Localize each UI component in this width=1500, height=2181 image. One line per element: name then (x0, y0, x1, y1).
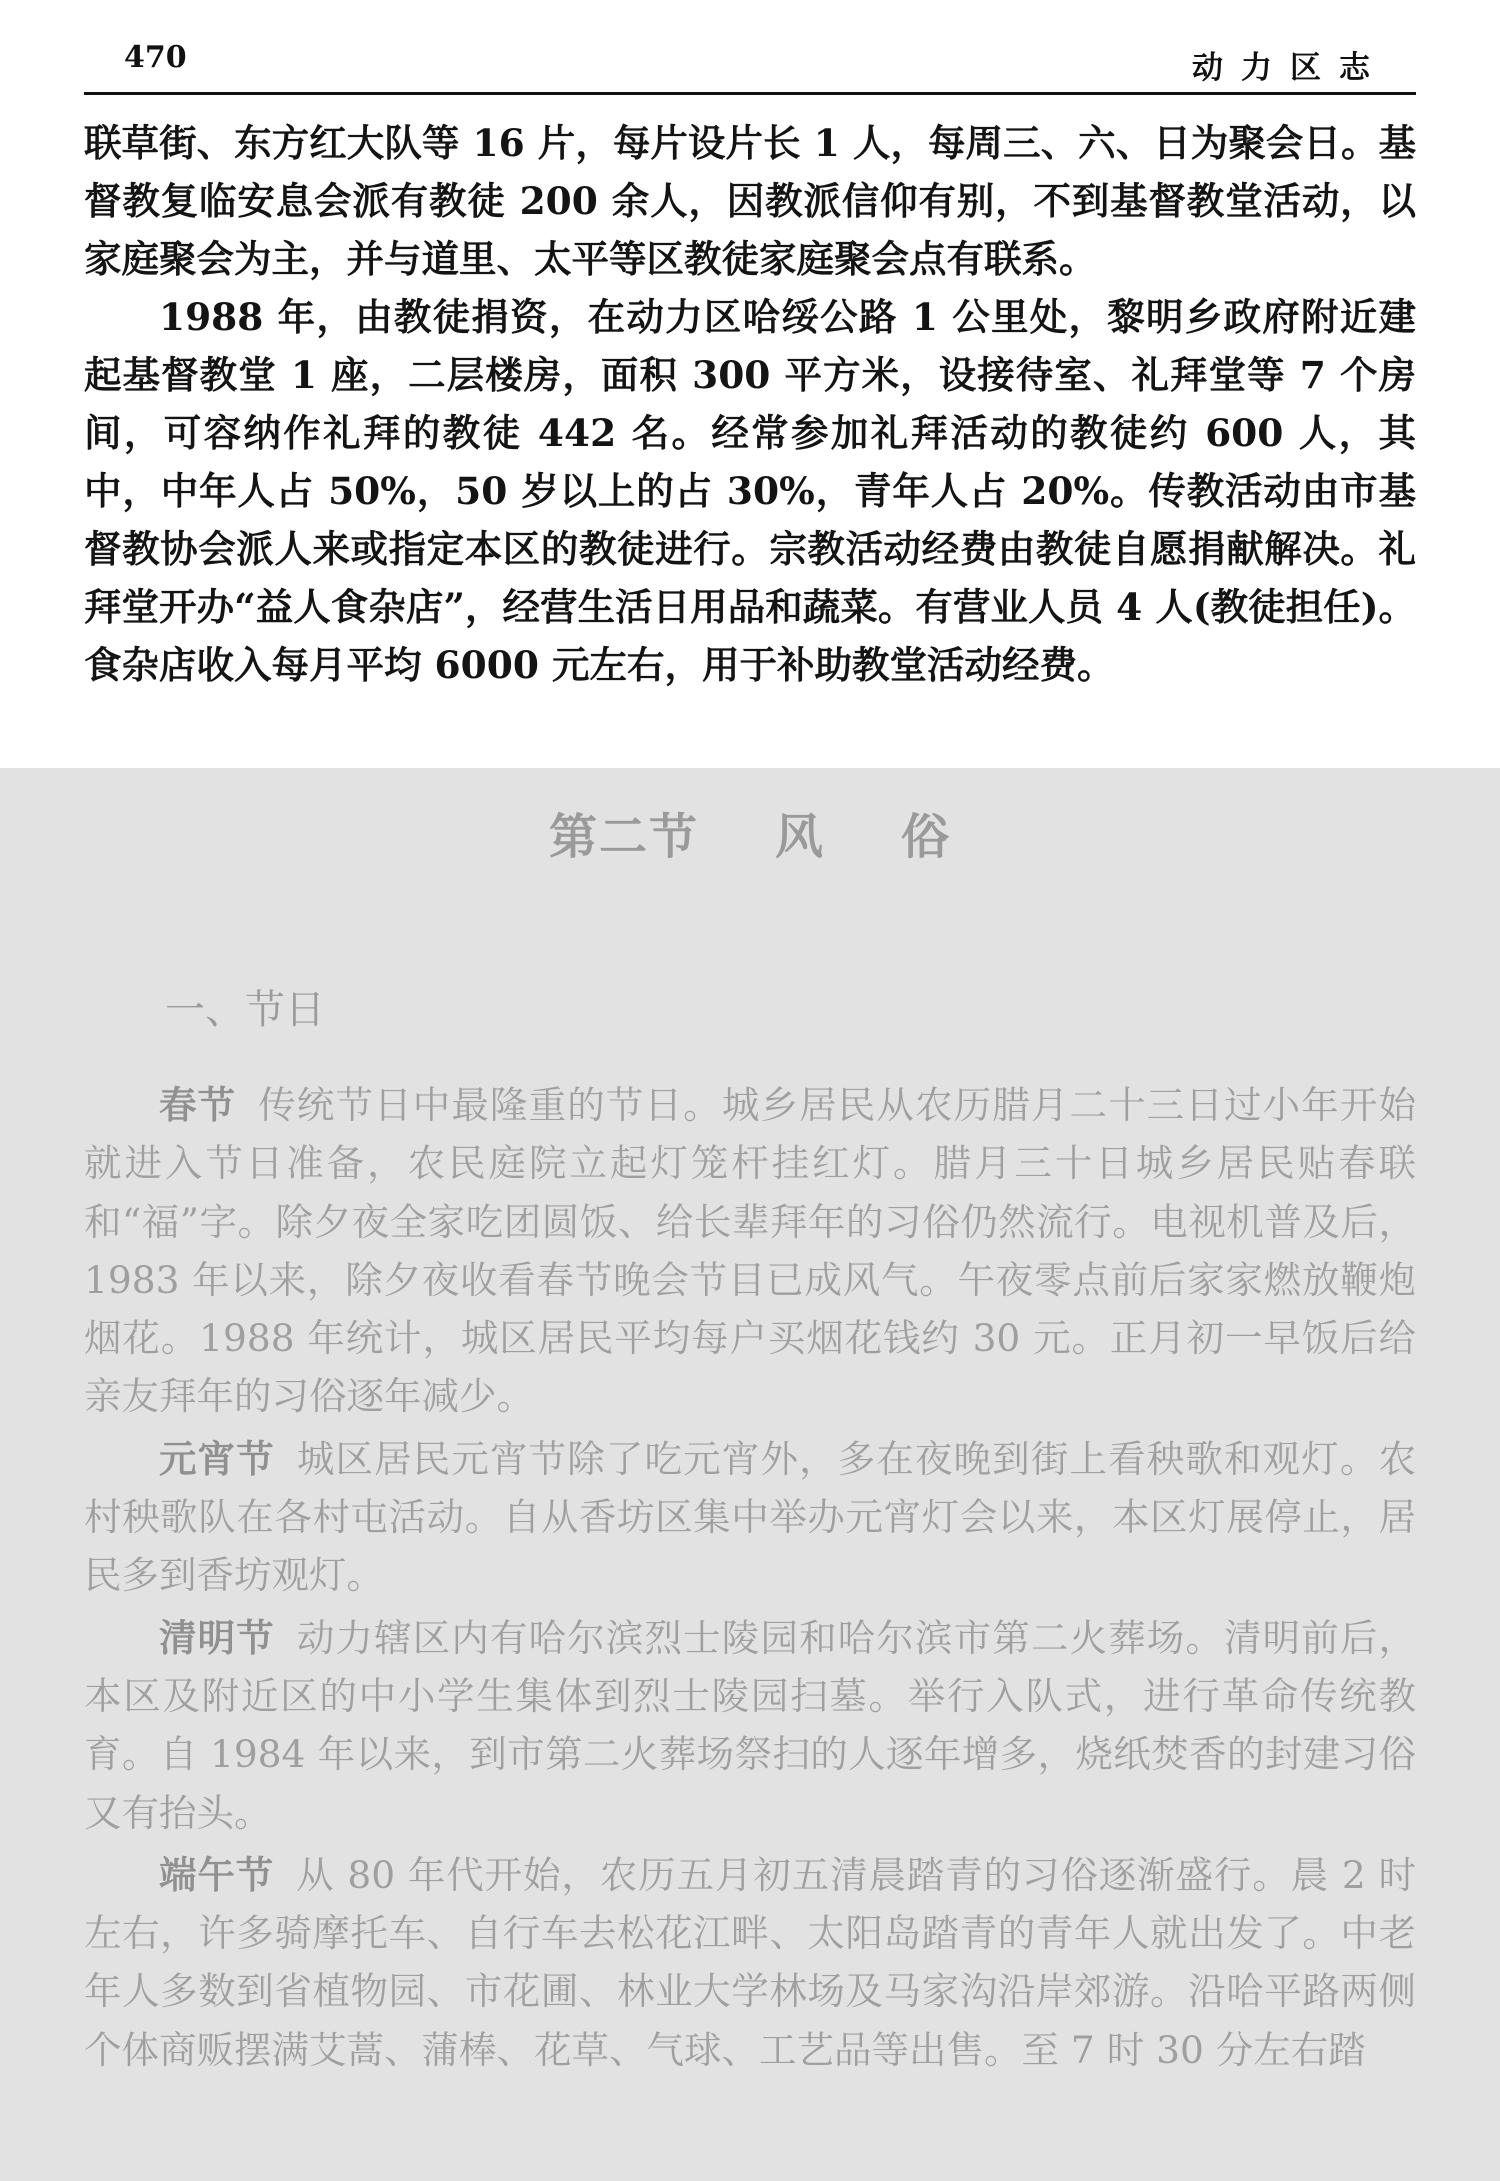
festival-paragraph (84, 1846, 1416, 2079)
festival-text: 传统节日中最隆重的节日。城乡居民从农历腊月二十三日过小年开始就进入节日准备，农民庭院立起灯笼杆挂红灯。腊月三十日城乡居民贴春联和“福”字。除夕夜全家吃团圆饭、给长辈拜年的习俗仍然流行。电视机普及后，1983 年以来，除夕夜收看春节晚会节目已成风气。午夜零点前后家家燃放鞭炮烟花。1988 年统计，城区居民平均每户买烟花钱约 30 元。正月初一早饭后给亲友拜年的习俗逐年减少。 (84, 1083, 1417, 1419)
section-title-part: 俗 (901, 809, 952, 865)
section-title (0, 798, 1500, 867)
subsection-heading: 一、节日 (165, 987, 325, 1033)
festival-paragraph (84, 1076, 1416, 1426)
paragraph: 1988 年，由教徒捐资，在动力区哈绥公路 1 公里处，黎明乡政府附近建起基督教堂 1 座，二层楼房，面积 300 平方米，设接待室、礼拜堂等 7 个房间，可容纳作礼拜的教徒 442 名。经常参加礼拜活动的教徒约 600 人，其中，中年人占 50%，50 岁以上的占 30%，青年人占 20%。传教活动由市基督教协会派人来或指定本区的教徒进行。宗教活动经费由教徒自愿捐献解决。礼拜堂开办“益人食杂店”，经营生活日用品和蔬菜。有营业人员 4 人(教徒担任)。食杂店收入每月平均 6000 元左右，用于补助教堂活动经费。 (84, 295, 1416, 687)
running-header (84, 30, 1416, 95)
festival-text: 动力辖区内有哈尔滨烈士陵园和哈尔滨市第二火葬场。清明前后，本区及附近区的中小学生集体到烈士陵园扫墓。举行入队式，进行革命传统教育。自 1984 年以来，到市第二火葬场祭扫的人逐年增多，烧纸焚香的封建习俗又有抬头。 (84, 1615, 1417, 1835)
section-title-part: 第二节 (548, 809, 699, 865)
body-text-top (84, 114, 1416, 694)
paragraph: 联草街、东方红大队等 16 片，每片设片长 1 人，每周三、六、日为聚会日。基督教复临安息会派有教徒 200 余人，因教派信仰有别，不到基督教堂活动，以家庭聚会为主，并与道里、太平等区教徒家庭聚会点有联系。 (84, 121, 1416, 281)
page-number: 470 (124, 40, 187, 75)
festival-text: 从 80 年代开始，农历五月初五清晨踏青的习俗逐渐盛行。晨 2 时左右，许多骑摩托车、自行车去松花江畔、太阳岛踏青的青年人就出发了。中老年人多数到省植物园、市花圃、林业大学林场及马家沟沿岸郊游。沿哈平路两侧个体商贩摆满艾蒿、蒲棒、花草、气球、工艺品等出售。至 7 时 30 分左右踏 (84, 1852, 1416, 2072)
running-title: 动力区志 (1192, 50, 1388, 86)
festival-term: 春节 (159, 1083, 237, 1127)
festival-term: 清明节 (159, 1615, 275, 1660)
festival-term: 元宵节 (159, 1436, 275, 1481)
festival-term: 端午节 (159, 1852, 275, 1897)
festival-text: 城区居民元宵节除了吃元宵外，多在夜晚到街上看秧歌和观灯。农村秧歌队在各村屯活动。自从香坊区集中举办元宵灯会以来，本区灯展停止，居民多到香坊观灯。 (84, 1436, 1417, 1598)
festival-paragraph (84, 1609, 1416, 1842)
festival-list (84, 1076, 1416, 2083)
festival-paragraph (84, 1430, 1416, 1605)
section-title-part: 风 (774, 809, 825, 865)
